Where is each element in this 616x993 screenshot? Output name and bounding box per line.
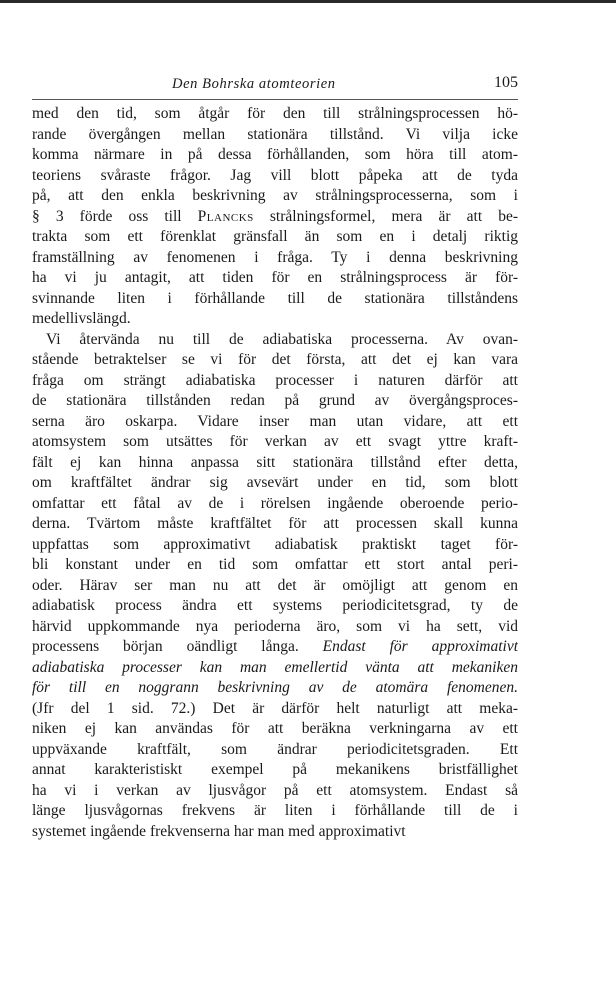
italic-emphasis: adiabatiska processer kan man emellertid vänta att mekaniken (32, 658, 518, 676)
text-line: med den tid, som åtgår för den till strålningsprocessen hö- (32, 105, 518, 122)
text-line: fråga om strängt adiabatiska processer i naturen därför att (32, 371, 518, 389)
text-line: komma närmare in på dessa förhållanden, som höra till atom- (32, 146, 518, 163)
text-line: annat karakteristiskt exempel på mekanikens bristfällighet (32, 761, 518, 778)
small-caps-name: Plancks (197, 207, 254, 225)
text-line (32, 637, 518, 658)
page-header (32, 76, 518, 98)
text-line: ha vi i verkan av ljusvågor på ett atomsystem. Endast så (32, 781, 518, 799)
text-line: om kraftfältet ändrar sig avsevärt under en tid, som blott (32, 474, 518, 491)
text-line: (Jfr del 1 sid. 72.) Det är därför helt naturligt att meka- (32, 699, 518, 717)
text-line: länge ljusvågornas frekvens är liten i förhållande till de i (32, 802, 518, 819)
text-line (32, 678, 518, 699)
body-text (32, 104, 518, 842)
text-line: härvid uppkommande nya perioderna äro, som vi ha sett, vid (32, 617, 518, 635)
italic-emphasis: för till en noggrann beskrivning av de atomära fenomenen. (32, 679, 518, 696)
text-line: atomsystem som utsättes för verkan av ett svagt yttre kraft- (32, 433, 518, 450)
text-line: trakta som ett förenklat gränsfall än som en i detalj riktig (32, 228, 518, 245)
text-line: medellivslängd. (32, 310, 131, 327)
text-line: rande övergången mellan stationära tillstånd. Vi vilja icke (32, 125, 518, 143)
paragraph (32, 330, 518, 843)
text-line (32, 207, 518, 228)
text-line: serna äro oskarpa. Vidare inser man utan vidare, att ett (32, 412, 518, 430)
text-line: stående betraktelser se vi för det första, att det ej kan vara (32, 351, 518, 368)
text-line: svinnande liten i förhållande till de stationära tillståndens (32, 289, 518, 307)
text-segment: strålningsformel, mera är att be- (253, 207, 518, 225)
text-segment: processens början oändligt långa. (32, 638, 323, 655)
text-line: systemet ingående frekvenserna har man med approximativt (32, 822, 406, 840)
text-line: de stationära tillstånden redan på grund av övergångsproces- (32, 392, 518, 409)
text-segment: § 3 förde oss till (32, 207, 198, 225)
text-line: bli konstant under en tid som omfattar ett stort antal peri- (32, 556, 518, 573)
text-line: derna. Tvärtom måste kraftfältet för att processen skall kunna (32, 515, 518, 532)
top-edge-rule (0, 0, 616, 3)
text-line: omfattar ett fåtal av de i rörelsen ingående oberoende perio- (32, 494, 518, 512)
text-line: Vi återvända nu till de adiabatiska processerna. Av ovan- (46, 330, 518, 348)
text-line: på, att den enkla beskrivning av strålningsprocesserna, som i (32, 187, 518, 204)
text-line: teoriens svåraste frågor. Jag vill blott påpeka att de tyda (32, 166, 518, 184)
text-line: uppfattas som approximativt adiabatisk praktiskt taget för- (32, 535, 518, 553)
text-line: framställning av fenomenen i fråga. Ty i denna beskrivning (32, 248, 518, 266)
text-line: fält ej kan hinna anpassa sitt stationära tillstånd efter detta, (32, 453, 518, 471)
running-title: Den Bohrska atomteorien (172, 76, 336, 92)
text-line: adiabatisk process ändra ett systems periodicitetsgrad, ty de (32, 597, 518, 614)
text-line: uppväxande kraftfält, som ändrar periodicitetsgraden. Ett (32, 740, 518, 758)
text-line: niken ej kan användas för att beräkna verkningarna av ett (32, 720, 518, 737)
text-line: ha vi ju antagit, att tiden för en strålningsprocess är för- (32, 269, 518, 286)
text-line: oder. Härav ser man nu att det är omöjligt att genom en (32, 576, 518, 594)
page-number: 105 (494, 74, 518, 91)
header-rule (32, 99, 518, 100)
text-line (32, 658, 518, 679)
italic-emphasis: Endast för approximativt (322, 638, 518, 655)
paragraph (32, 104, 518, 330)
